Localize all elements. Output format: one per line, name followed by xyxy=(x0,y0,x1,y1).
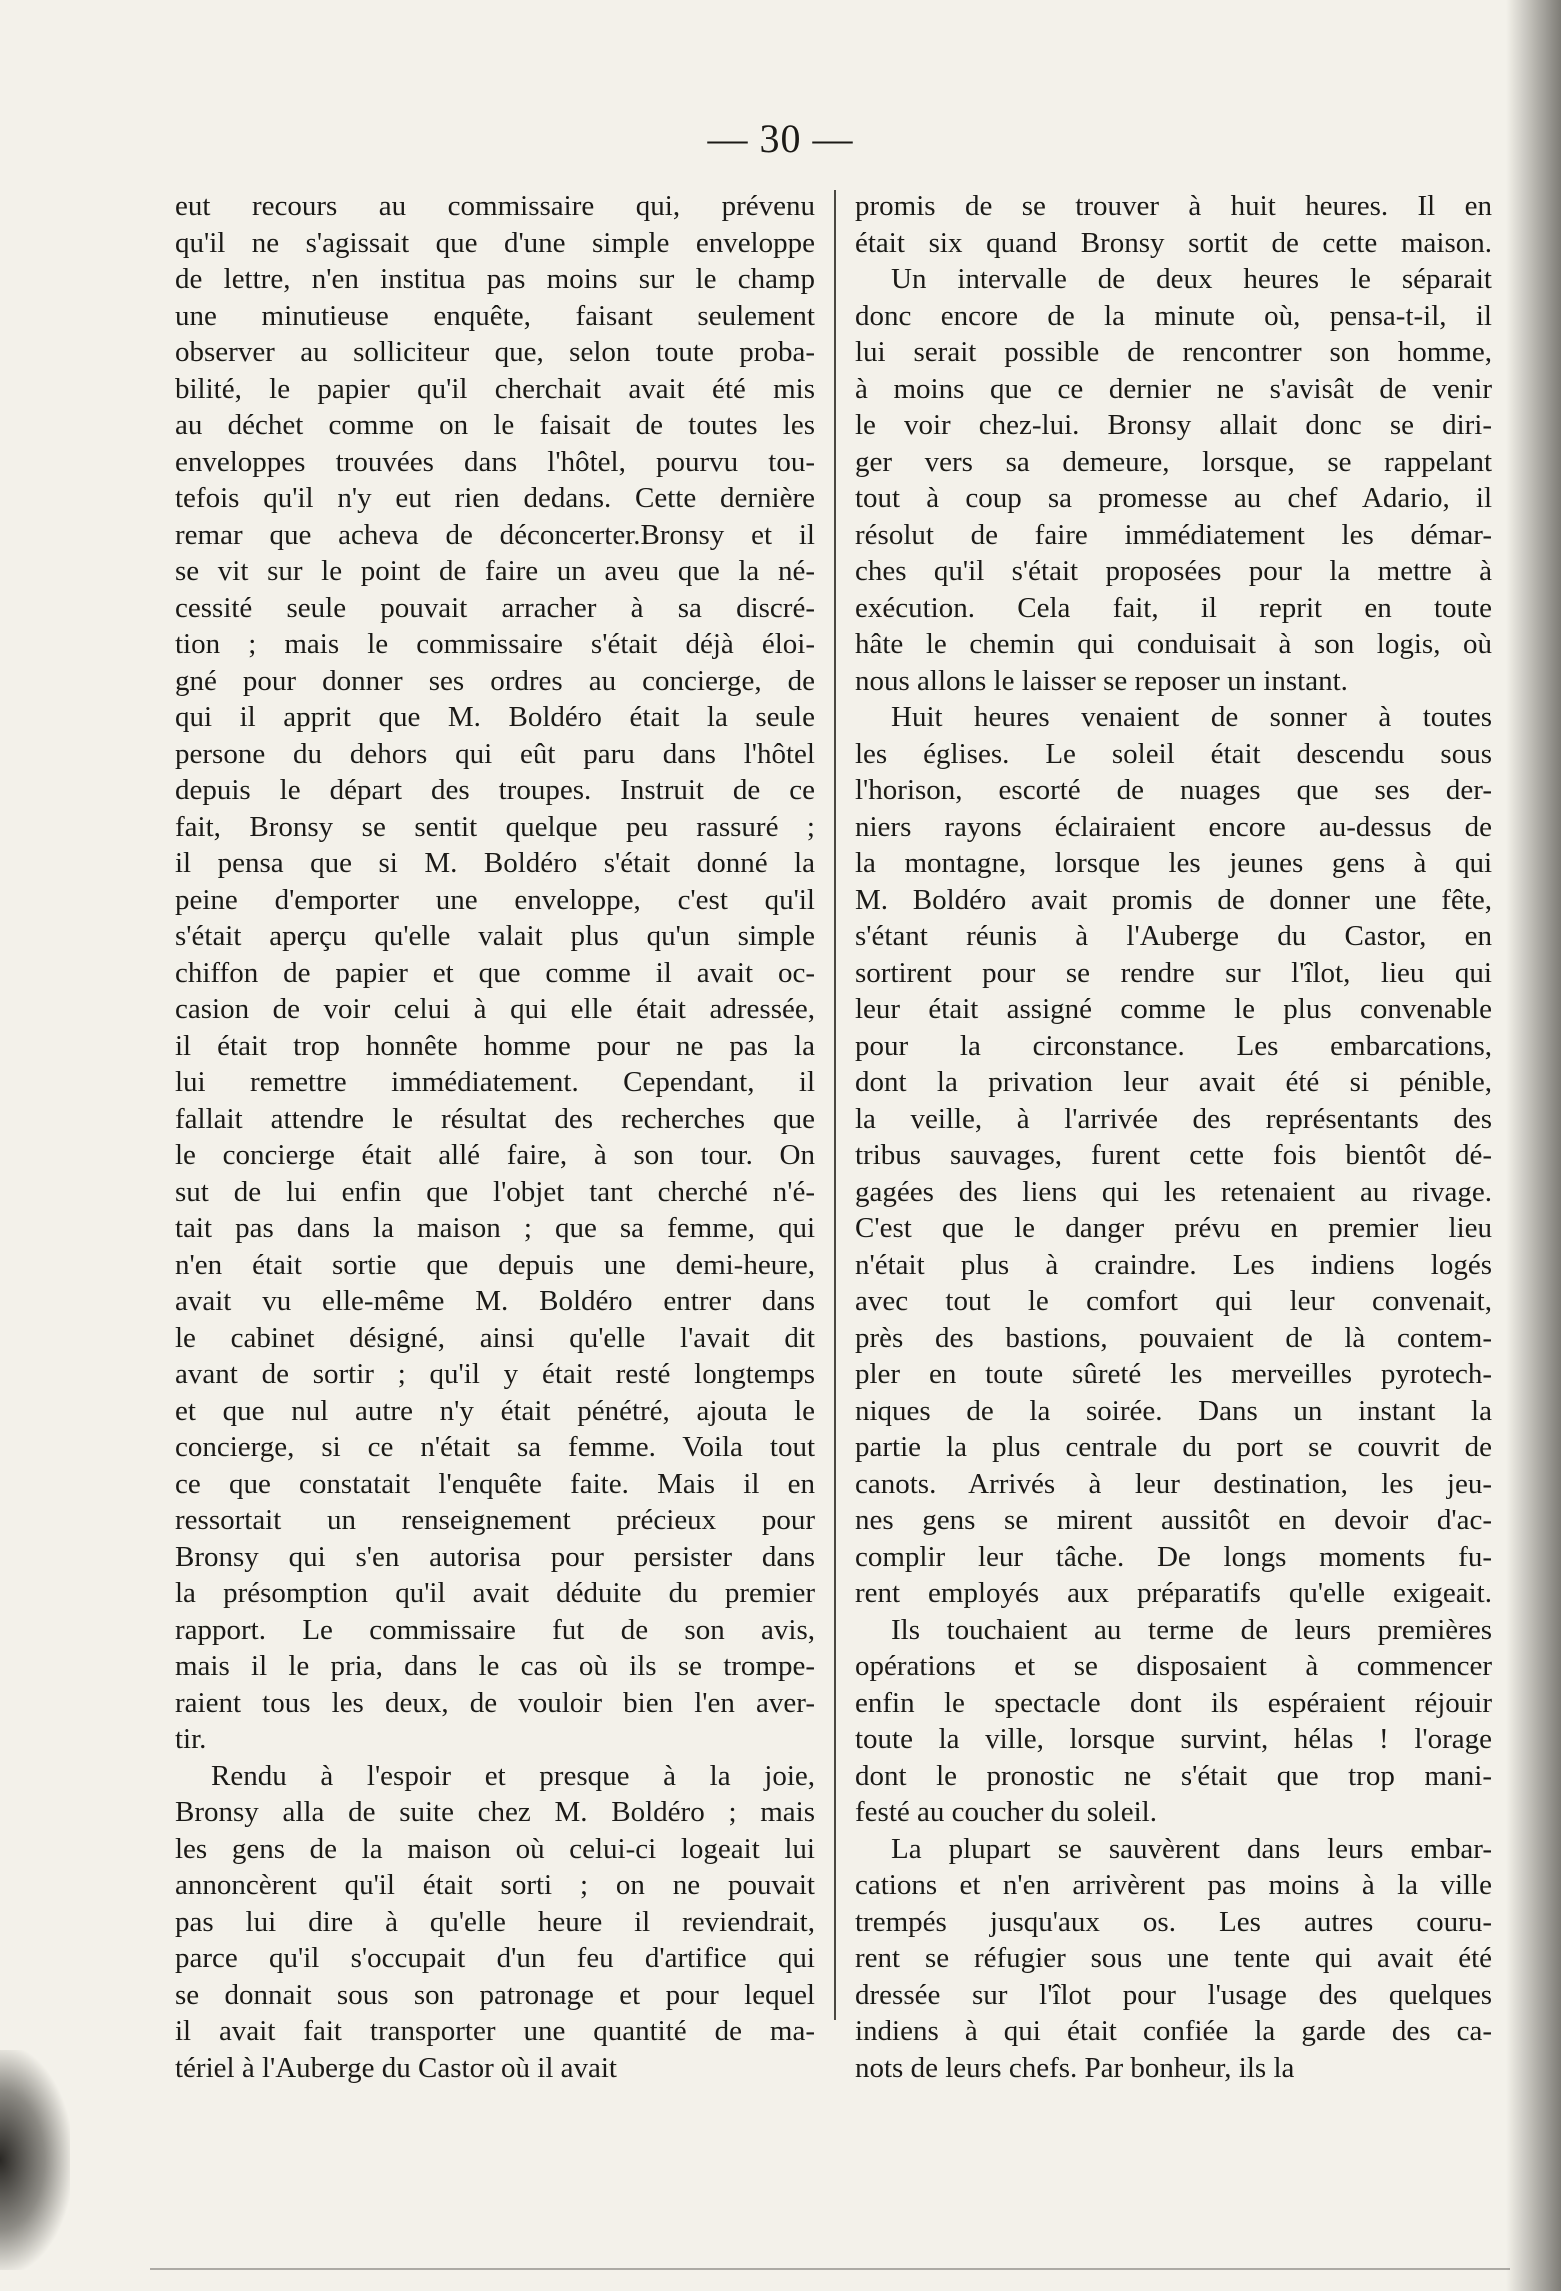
text-line: qu'il ne s'agissait que d'une simple enveloppe xyxy=(175,226,815,259)
text-line: enfin le spectacle dont ils espéraient réjouir xyxy=(855,1686,1492,1719)
text-line: le concierge était allé faire, à son tour. On xyxy=(175,1139,815,1171)
text-line: indiens à qui était confiée la garde des ca- xyxy=(855,2015,1492,2047)
text-column-left xyxy=(175,188,815,2084)
text-line: dressée sur l'îlot pour l'usage des quelques xyxy=(855,1978,1492,2011)
text-line: n'était plus à craindre. Les indiens logés xyxy=(855,1248,1492,1281)
text-line: Ils touchaient au terme de leurs premières xyxy=(891,1613,1492,1646)
text-line: les gens de la maison où celui-ci logeait lui xyxy=(175,1832,815,1865)
text-line: tefois qu'il n'y eut rien dedans. Cette dernière xyxy=(175,482,815,514)
text-line: pler en toute sûreté les merveilles pyrotech- xyxy=(855,1358,1492,1390)
text-line: tériel à l'Auberge du Castor où il avait xyxy=(175,2051,617,2084)
text-line: la montagne, lorsque les jeunes gens à qui xyxy=(855,847,1492,879)
text-line: opérations et se disposaient à commencer xyxy=(855,1650,1492,1682)
page-number: — 30 — xyxy=(707,116,854,161)
text-line: nots de leurs chefs. Par bonheur, ils la xyxy=(855,2051,1295,2084)
text-line: lui serait possible de rencontrer son homme, xyxy=(855,336,1492,368)
text-line: au déchet comme on le faisait de toutes les xyxy=(175,409,815,441)
text-line: cations et n'en arrivèrent pas moins à la ville xyxy=(855,1869,1492,1901)
scan-stain xyxy=(0,2050,70,2270)
text-line: toute la ville, lorsque survint, hélas ! l'orage xyxy=(855,1723,1492,1755)
page-edge-shadow xyxy=(1506,0,1561,2291)
text-line: leur était assigné comme le plus convenable xyxy=(855,993,1492,1025)
text-line: festé au coucher du soleil. xyxy=(855,1796,1157,1828)
text-line: hâte le chemin qui conduisait à son logis, où xyxy=(855,628,1492,660)
text-line: une minutieuse enquête, faisant seulement xyxy=(175,299,815,332)
text-line: partie la plus centrale du port se couvrit de xyxy=(855,1431,1492,1463)
text-line: niers rayons éclairaient encore au-dessus de xyxy=(855,810,1492,843)
text-line: Bronsy alla de suite chez M. Boldéro ; mais xyxy=(175,1796,815,1828)
text-line: pour la circonstance. Les embarcations, xyxy=(855,1029,1492,1062)
text-line: avait vu elle-même M. Boldéro entrer dans xyxy=(175,1285,815,1317)
text-line: se donnait sous son patronage et pour lequel xyxy=(175,1978,815,2011)
text-line: de lettre, n'en institua pas moins sur le champ xyxy=(175,263,815,295)
text-line: il pensa que si M. Boldéro s'était donné la xyxy=(175,847,815,879)
text-line: sut de lui enfin que l'objet tant cherché n'é- xyxy=(175,1175,815,1208)
text-line: fallait attendre le résultat des recherches que xyxy=(175,1102,815,1135)
text-line: peine d'emporter une enveloppe, c'est qu'il xyxy=(175,883,815,916)
column-divider xyxy=(834,190,836,2020)
text-line: les églises. Le soleil était descendu sous xyxy=(855,737,1492,770)
text-line: sortirent pour se rendre sur l'îlot, lieu qui xyxy=(855,956,1492,989)
text-line: donc encore de la minute où, pensa-t-il, il xyxy=(855,299,1492,332)
text-line: M. Boldéro avait promis de donner une fête, xyxy=(855,883,1492,916)
text-line: dont le pronostic ne s'était que trop mani- xyxy=(855,1759,1492,1792)
text-line: bilité, le papier qu'il cherchait avait été mis xyxy=(175,372,815,405)
text-line: à moins que ce dernier ne s'avisât de venir xyxy=(855,372,1492,405)
text-line: niques de la soirée. Dans un instant la xyxy=(855,1394,1492,1427)
text-line: la veille, à l'arrivée des représentants des xyxy=(855,1102,1492,1135)
text-line: avec tout le comfort qui leur convenait, xyxy=(855,1285,1492,1317)
bottom-rule xyxy=(150,2268,1510,2270)
text-line: persone du dehors qui eût paru dans l'hôtel xyxy=(175,737,815,770)
text-line: C'est que le danger prévu en premier lieu xyxy=(855,1212,1492,1244)
text-line: ce que constatait l'enquête faite. Mais il en xyxy=(175,1467,815,1500)
text-line: La plupart se sauvèrent dans leurs embar- xyxy=(891,1832,1492,1865)
text-line: Un intervalle de deux heures le séparait xyxy=(891,263,1492,295)
text-line: ressortait un renseignement précieux pour xyxy=(175,1504,815,1536)
text-line: rapport. Le commissaire fut de son avis, xyxy=(175,1613,815,1646)
text-line: rent se réfugier sous une tente qui avait été xyxy=(855,1942,1492,1974)
text-line: raient tous les deux, de vouloir bien l'en aver- xyxy=(175,1686,815,1719)
text-line: dont la privation leur avait été si pénible, xyxy=(855,1066,1492,1098)
text-line: mais il le pria, dans le cas où ils se trompe- xyxy=(175,1650,815,1682)
text-line: parce qu'il s'occupait d'un feu d'artifice qui xyxy=(175,1942,815,1974)
text-line: observer au solliciteur que, selon toute proba- xyxy=(175,336,815,368)
text-line: Huit heures venaient de sonner à toutes xyxy=(891,701,1492,733)
text-line: chiffon de papier et que comme il avait oc- xyxy=(175,956,815,989)
text-line: s'était aperçu qu'elle valait plus qu'un simple xyxy=(175,920,815,952)
text-line: Bronsy qui s'en autorisa pour persister dans xyxy=(175,1540,815,1573)
text-line: concierge, si ce n'était sa femme. Voila tout xyxy=(175,1431,815,1463)
text-line: remar que acheva de déconcerter.Bronsy et il xyxy=(175,518,815,551)
text-line: et que nul autre n'y était pénétré, ajouta le xyxy=(175,1394,815,1427)
text-line: tribus sauvages, furent cette fois bientôt dé- xyxy=(855,1139,1492,1171)
text-line: le cabinet désigné, ainsi qu'elle l'avait dit xyxy=(175,1321,815,1354)
text-line: tout à coup sa promesse au chef Adario, il xyxy=(855,482,1492,514)
text-column-right xyxy=(855,188,1492,2084)
text-line: depuis le départ des troupes. Instruit de ce xyxy=(175,774,815,806)
text-line: promis de se trouver à huit heures. Il en xyxy=(855,190,1492,222)
text-line: résolut de faire immédiatement les démar- xyxy=(855,518,1492,551)
text-line: exécution. Cela fait, il reprit en toute xyxy=(855,591,1492,624)
text-line: se vit sur le point de faire un aveu que la né- xyxy=(175,555,815,587)
text-line: cessité seule pouvait arracher à sa discré- xyxy=(175,591,815,624)
text-line: eut recours au commissaire qui, prévenu xyxy=(175,190,815,222)
text-line: gagées des liens qui les retenaient au rivage. xyxy=(855,1175,1492,1208)
text-line: tir. xyxy=(175,1723,207,1755)
text-line: complir leur tâche. De longs moments fu- xyxy=(855,1540,1492,1573)
text-line: canots. Arrivés à leur destination, les jeu- xyxy=(855,1467,1492,1500)
text-line: tion ; mais le commissaire s'était déjà éloi- xyxy=(175,628,815,660)
text-line: nes gens se mirent aussitôt en devoir d'ac- xyxy=(855,1504,1492,1536)
text-line: n'en était sortie que depuis une demi-heure, xyxy=(175,1248,815,1281)
text-line: le voir chez-lui. Bronsy allait donc se diri- xyxy=(855,409,1492,441)
text-line: près des bastions, pouvaient de là contem- xyxy=(855,1321,1492,1354)
text-line: rent employés aux préparatifs qu'elle exigeait. xyxy=(855,1577,1492,1609)
text-line: qui il apprit que M. Boldéro était la seule xyxy=(175,701,815,733)
text-line: était six quand Bronsy sortit de cette maison. xyxy=(855,226,1492,259)
text-line: tait pas dans la maison ; que sa femme, qui xyxy=(175,1212,815,1244)
text-line: fait, Bronsy se sentit quelque peu rassuré ; xyxy=(175,810,815,843)
text-line: il avait fait transporter une quantité de ma- xyxy=(175,2015,815,2047)
text-line: pas lui dire à qu'elle heure il reviendrait, xyxy=(175,1905,815,1938)
text-line: Rendu à l'espoir et presque à la joie, xyxy=(211,1759,815,1792)
text-line: enveloppes trouvées dans l'hôtel, pourvu tou- xyxy=(175,445,815,478)
text-line: annoncèrent qu'il était sorti ; on ne pouvait xyxy=(175,1869,815,1901)
text-line: ches qu'il s'était proposées pour la mettre à xyxy=(855,555,1492,587)
text-line: lui remettre immédiatement. Cependant, il xyxy=(175,1066,815,1098)
text-line: gné pour donner ses ordres au concierge, de xyxy=(175,664,815,697)
text-line: ger vers sa demeure, lorsque, se rappelant xyxy=(855,445,1492,478)
text-line: l'horison, escorté de nuages que ses der- xyxy=(855,774,1492,806)
text-line: s'étant réunis à l'Auberge du Castor, en xyxy=(855,920,1492,952)
text-line: il était trop honnête homme pour ne pas la xyxy=(175,1029,815,1062)
text-line: casion de voir celui à qui elle était adressée, xyxy=(175,993,815,1025)
text-line: avant de sortir ; qu'il y était resté longtemps xyxy=(175,1358,815,1390)
text-line: nous allons le laisser se reposer un instant. xyxy=(855,664,1348,697)
text-line: la présomption qu'il avait déduite du premier xyxy=(175,1577,815,1609)
text-line: trempés jusqu'aux os. Les autres couru- xyxy=(855,1905,1492,1938)
